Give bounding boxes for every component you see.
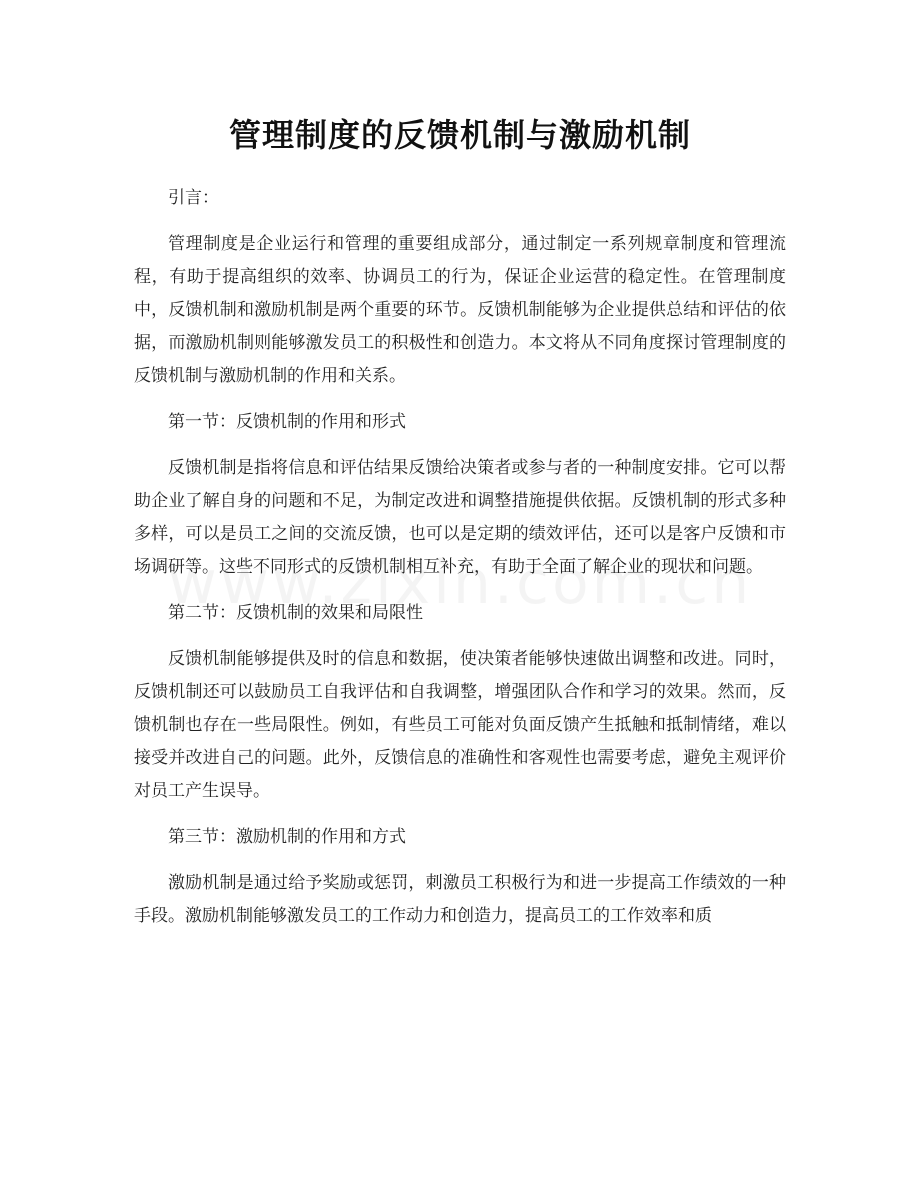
section-1-paragraph: 反馈机制是指将信息和评估结果反馈给决策者或参与者的一种制度安排。它可以帮助企业了解自身的问题和不足，为制定改进和调整措施提供依据。反馈机制的形式多种多样，可以是员工之间的交流反馈，也可以是定期的绩效评估，还可以是客户反馈和市场调研等。这些不同形式的反馈机制相互补充，有助于全面了解企业的现状和问题。 [134,458,786,577]
section-3-paragraph: 激励机制是通过给予奖励或惩罚，刺激员工积极行为和进一步提高工作绩效的一种手段。激励机制能够激发员工的工作动力和创造力，提高员工的工作效率和质 [134,873,786,926]
section-2-paragraph: 反馈机制能够提供及时的信息和数据，使决策者能够快速做出调整和改进。同时，反馈机制还可以鼓励员工自我评估和自我调整，增强团队合作和学习的效果。然而，反馈机制也存在一些局限性。例如，有些员工可能对负面反馈产生抵触和抵制情绪，难以接受并改进自己的问题。此外，反馈信息的准确性和客观性也需要考虑，避免主观评价对员工产生误导。 [134,649,786,801]
document-body [134,182,786,946]
intro-label: 引言： [168,188,219,208]
document-title: 管理制度的反馈机制与激励机制 [228,116,691,154]
section-2-heading: 第二节：反馈机制的效果和局限性 [168,603,423,623]
intro-paragraph: 管理制度是企业运行和管理的重要组成部分，通过制定一系列规章制度和管理流程，有助于提高组织的效率、协调员工的行为，保证企业运营的稳定性。在管理制度中，反馈机制和激励机制是两个重要的环节。反馈机制能够为企业提供总结和评估的依据，而激励机制则能够激发员工的积极性和创造力。本文将从不同角度探讨管理制度的反馈机制与激励机制的作用和关系。 [134,234,786,386]
section-1-heading: 第一节：反馈机制的作用和形式 [168,412,406,432]
section-3-heading: 第三节：激励机制的作用和方式 [168,827,406,847]
